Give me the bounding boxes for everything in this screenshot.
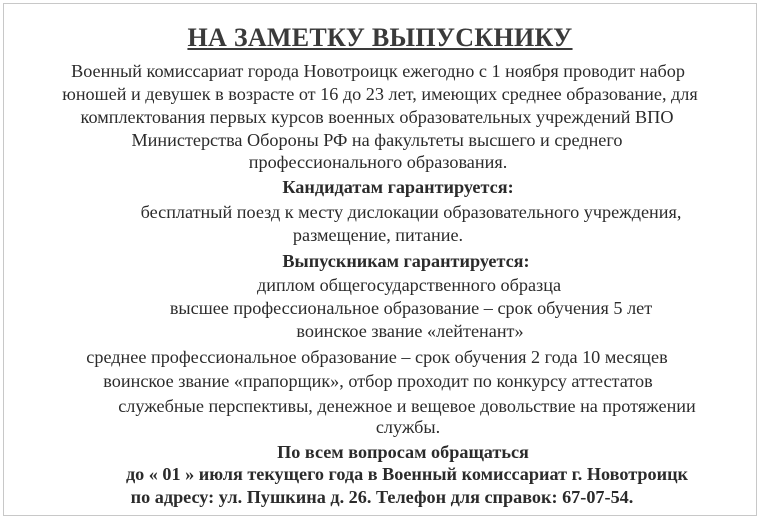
candidates-line: бесплатный поезд к месту дислокации образовательного учреждения, xyxy=(140,202,682,222)
intro-line: Военный комиссариат города Новотроицк ежегодно с 1 ноября проводит набор xyxy=(71,61,685,81)
intro-line: юношей и девушек в возрасте от 16 до 23 лет, имеющих среднее образование, для xyxy=(62,84,698,104)
intro-line: профессионального образования. xyxy=(248,152,508,172)
graduates-heading: Выпускникам гарантируется: xyxy=(282,251,530,271)
graduates-line: служебные перспективы, денежное и вещевое довольствие на протяжении xyxy=(118,396,696,416)
candidates-line: размещение, питание. xyxy=(292,225,464,245)
notice-title: НА ЗАМЕТКУ ВЫПУСКНИКУ xyxy=(187,23,573,52)
graduates-line: воинское звание «лейтенант» xyxy=(296,321,524,341)
intro-line: Министерства Обороны РФ на факультеты высшего и среднего xyxy=(131,130,623,150)
graduates-line: высшее профессиональное образование – срок обучения 5 лет xyxy=(169,298,653,318)
candidates-heading: Кандидатам гарантируется: xyxy=(282,177,514,197)
graduates-line: службы. xyxy=(375,417,441,437)
graduates-line: воинское звание «прапорщик», отбор проходит по конкурсу аттестатов xyxy=(103,371,653,391)
intro-line: комплектования первых курсов военных образовательных учреждений ВПО xyxy=(80,107,674,127)
contact-address: по адресу: ул. Пушкина д. 26. Телефон для справок: 67-07-54. xyxy=(130,487,634,507)
graduates-line: диплом общегосударственного образца xyxy=(256,275,562,295)
contact-line: до « 01 » июля текущего года в Военный комиссариат г. Новотроицк xyxy=(125,464,689,484)
graduates-line: среднее профессиональное образование – срок обучения 2 года 10 месяцев xyxy=(86,347,668,367)
contact-heading: По всем вопросам обращаться xyxy=(277,442,529,462)
